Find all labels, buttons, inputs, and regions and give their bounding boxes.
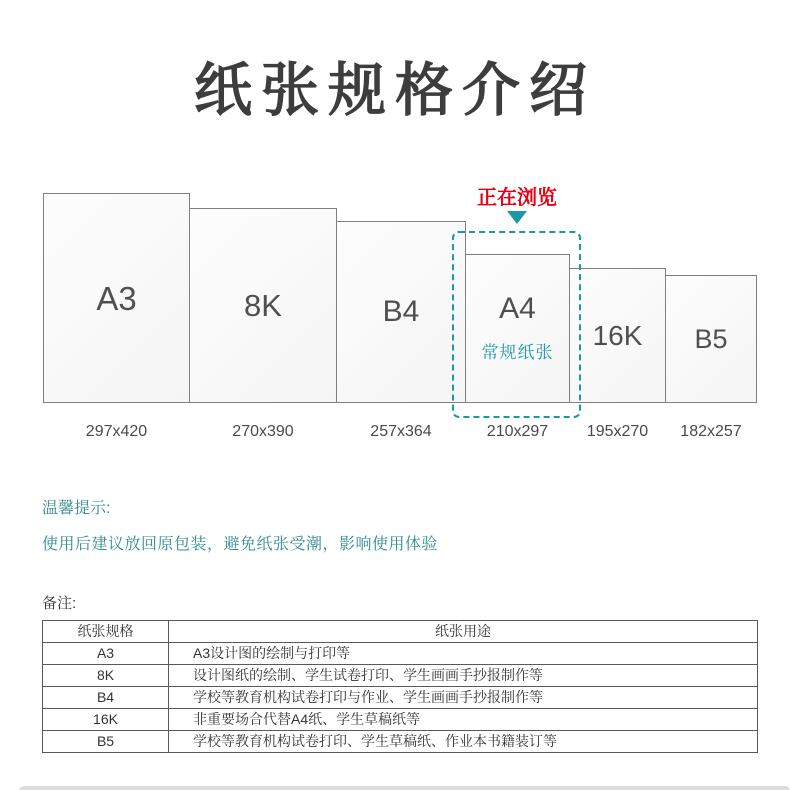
paper-size-label: 8K	[244, 288, 282, 323]
triangle-down-icon	[507, 211, 527, 224]
tips-heading: 温馨提示:	[42, 500, 111, 517]
usage-cell: 非重要场合代替A4纸、学生草稿纸等	[169, 709, 758, 731]
paper-dimensions-b4: 257x364	[370, 423, 432, 440]
paper-box-a3	[43, 193, 190, 403]
usage-cell: 设计图纸的绘制、学生试卷打印、学生画画手抄报制作等	[169, 665, 758, 687]
paper-box-b4	[336, 221, 466, 403]
table-row	[43, 665, 758, 687]
notes-label: 备注:	[42, 595, 77, 612]
table-row	[43, 731, 758, 753]
paper-size-label: A4	[499, 292, 536, 325]
spec-cell: A3	[43, 643, 169, 665]
usage-cell: 学校等教育机构试卷打印、学生草稿纸、作业本书籍装订等	[169, 731, 758, 753]
next-section-top-edge	[19, 786, 790, 790]
usage-cell: A3设计图的绘制与打印等	[169, 643, 758, 665]
paper-box-b5	[665, 275, 757, 403]
spec-cell: 8K	[43, 665, 169, 687]
regular-paper-note: 常规纸张	[481, 343, 554, 362]
paper-dimensions-16k: 195x270	[586, 423, 649, 440]
tips-body: 使用后建议放回原包装，避免纸张受潮，影响使用体验	[42, 536, 439, 553]
column-header-spec: 纸张规格	[43, 621, 169, 643]
paper-usage-table	[42, 620, 758, 753]
spec-cell: B5	[43, 731, 169, 753]
spec-cell: B4	[43, 687, 169, 709]
paper-size-label: B5	[694, 323, 728, 354]
table-row	[43, 643, 758, 665]
current-paper-highlight-border	[452, 231, 581, 418]
paper-size-label: 16K	[592, 319, 643, 351]
paper-dimensions-b5: 182x257	[680, 423, 742, 440]
table-row	[43, 687, 758, 709]
page-title: 纸张规格介绍	[193, 58, 596, 123]
paper-box-16k	[569, 268, 666, 403]
column-header-usage: 纸张用途	[169, 621, 758, 643]
paper-size-label: B4	[382, 295, 420, 328]
paper-dimensions-a3: 297x420	[85, 423, 148, 440]
table-row	[43, 709, 758, 731]
paper-dimensions-a4: 210x297	[486, 423, 549, 440]
currently-browsing-label: 正在浏览	[477, 187, 557, 209]
usage-cell: 学校等教育机构试卷打印与作业、学生画画手抄报制作等	[169, 687, 758, 709]
paper-box-8k	[189, 208, 337, 403]
paper-dimensions-8k: 270x390	[232, 423, 294, 440]
paper-size-label: A3	[96, 279, 137, 317]
spec-cell: 16K	[43, 709, 169, 731]
table-header-row	[43, 621, 758, 643]
